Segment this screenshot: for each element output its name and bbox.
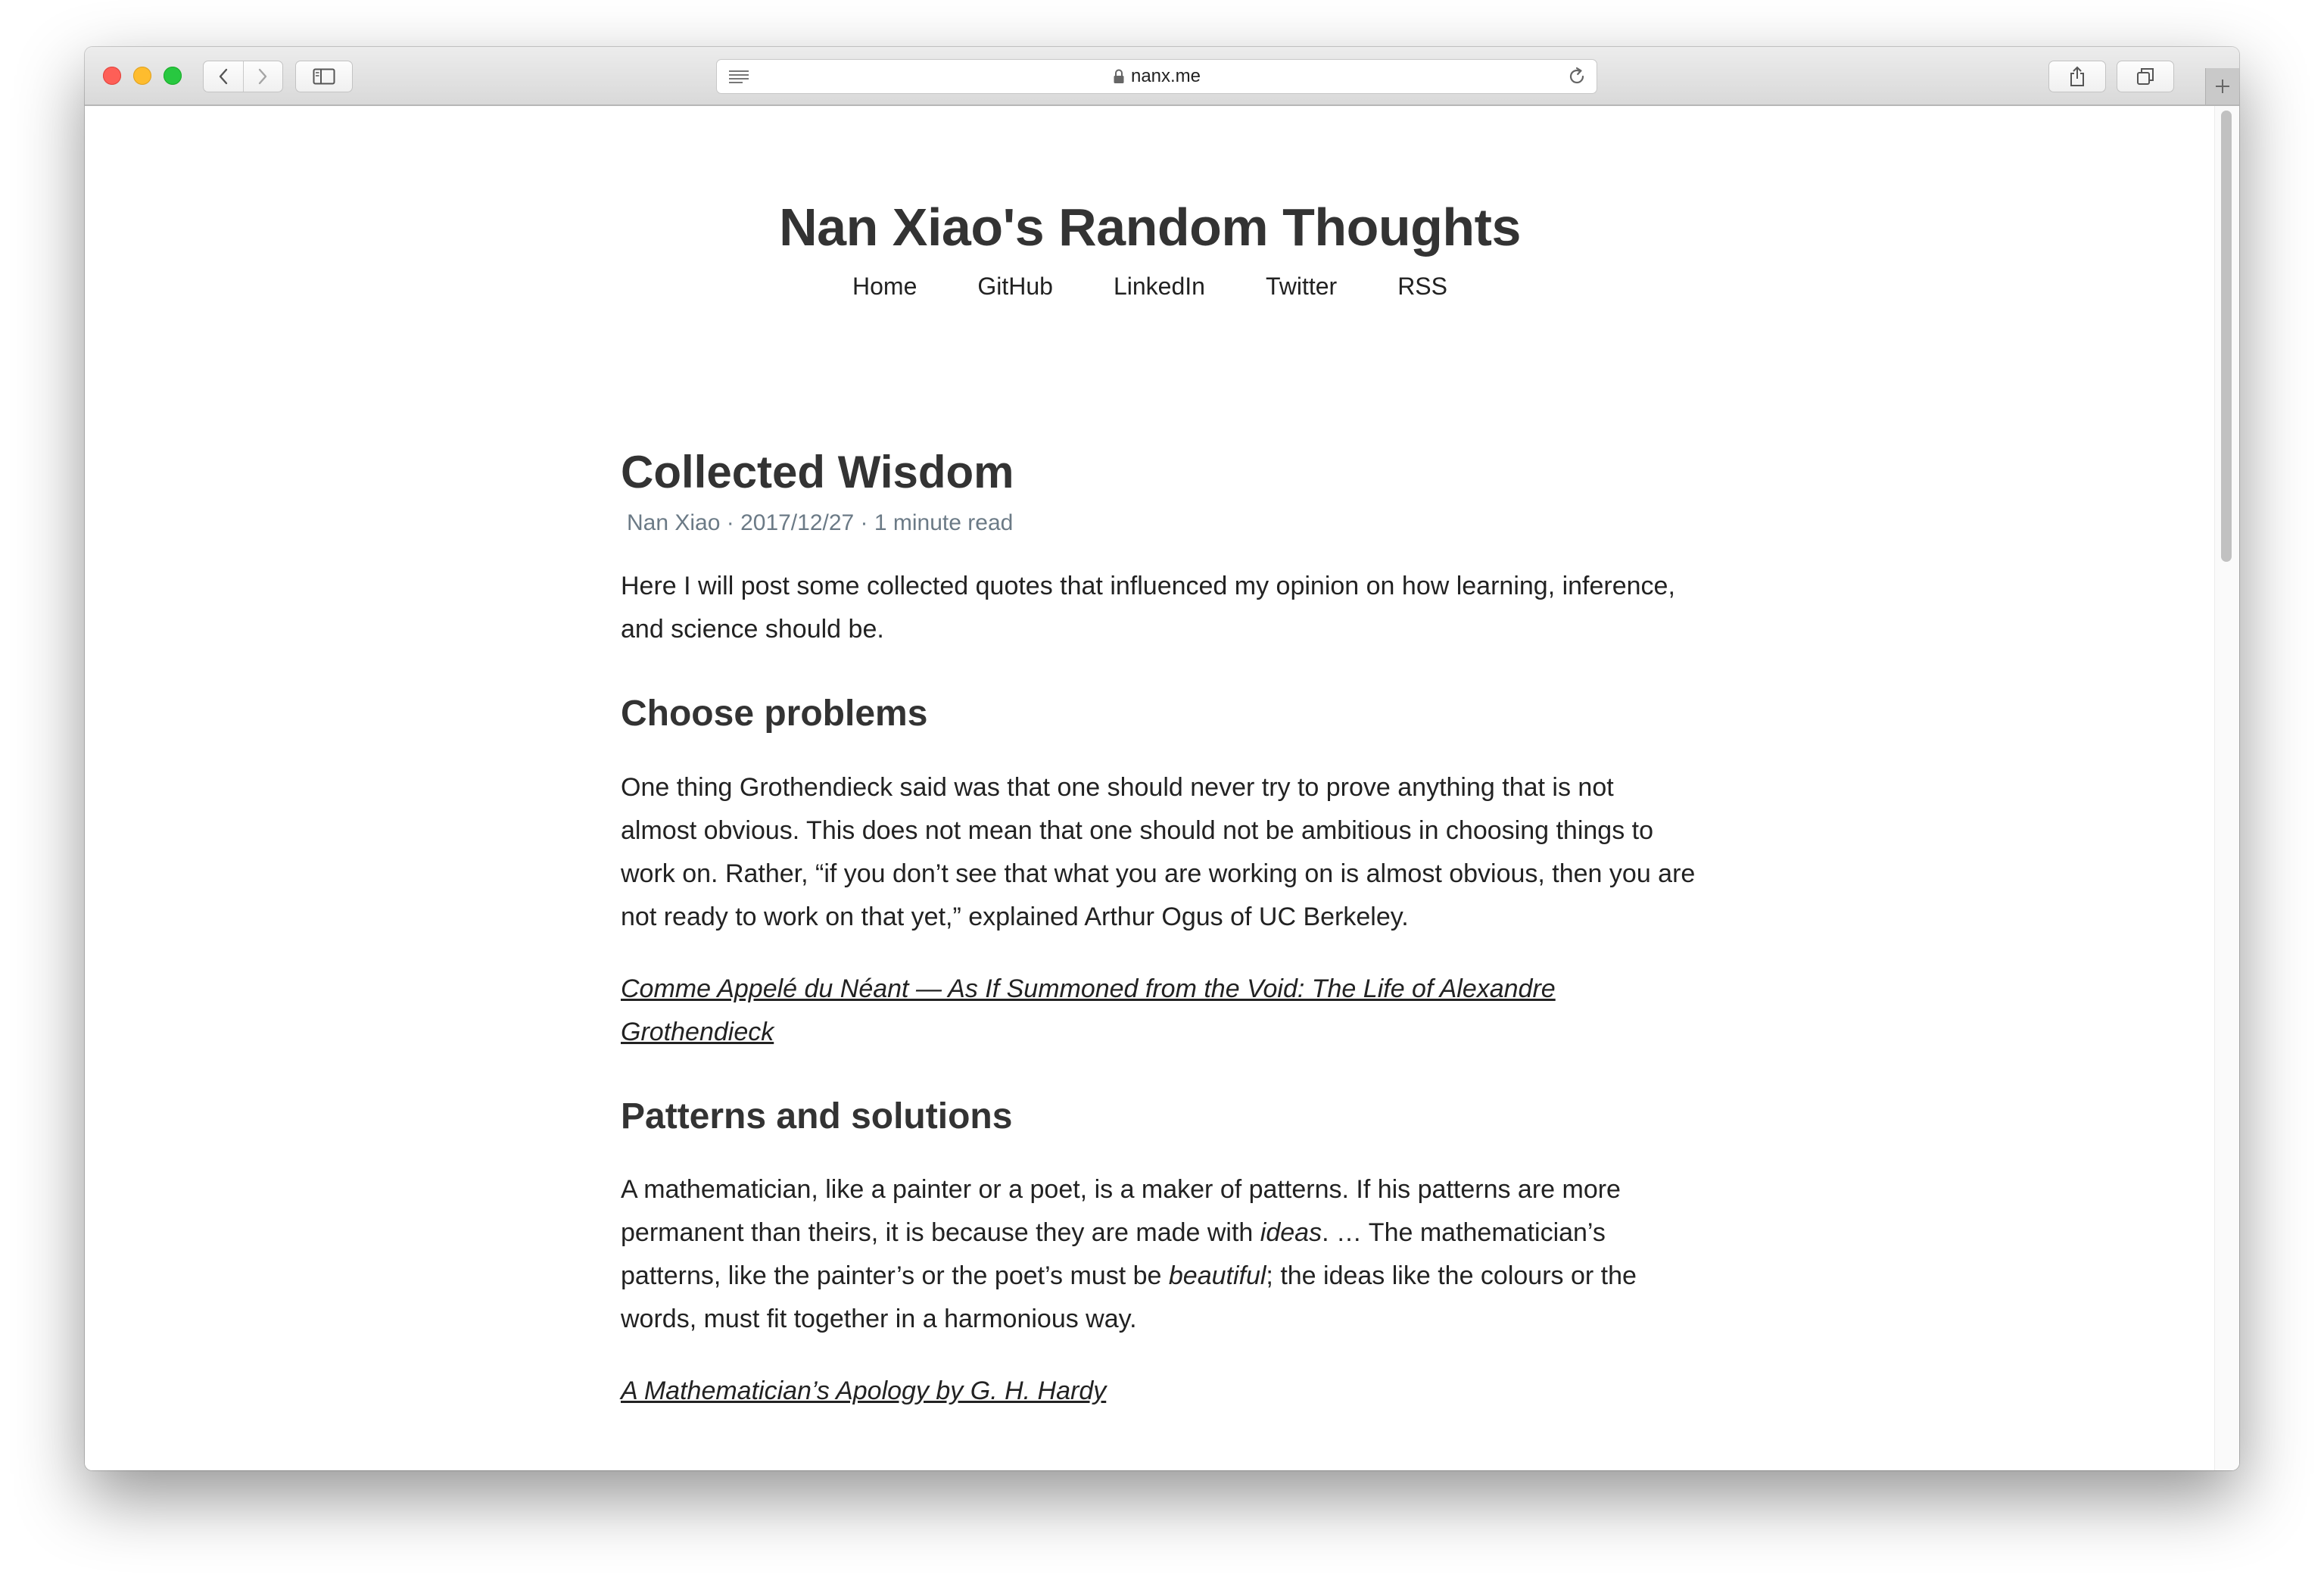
browser-window (85, 47, 2239, 1470)
minimize-window-button[interactable] (133, 67, 151, 85)
zoom-window-button[interactable] (164, 67, 182, 85)
site-title[interactable]: Nan Xiao's Random Thoughts (779, 198, 1521, 257)
quote-text: ; the ideas like the colours or the words, must fit together in a harmonious way. (621, 1261, 1637, 1334)
section-quote: One thing Grothendieck said was that one should never try to prove anything that is not almost obvious. This does not mean that one should not be ambitious in choosing things to work on. Rather, “if you don’t see that what you are working on is almost obvious, then you are not ready to work on that yet,” explained Arthur Ogus of UC Berkeley. (621, 772, 1696, 931)
post-article (621, 445, 1696, 1413)
sidebar-icon (313, 68, 335, 85)
source-link[interactable]: A Mathematician’s Apology by G. H. Hardy (621, 1376, 1107, 1406)
back-button[interactable] (204, 61, 243, 92)
address-bar[interactable] (716, 59, 1597, 94)
emphasis-text: ideas (1260, 1218, 1322, 1248)
close-window-button[interactable] (103, 67, 121, 85)
navigation-buttons (203, 61, 283, 92)
forward-button[interactable] (243, 61, 283, 92)
chevron-left-icon (217, 67, 229, 86)
quote-text: A mathematician, like a painter or a poet, is a maker of patterns. If his patterns are more permanent than theirs, it is because they are made with (621, 1175, 1621, 1248)
post-meta: Nan Xiao · 2017/12/27 · 1 minute read (627, 510, 1014, 535)
emphasis-text: beautiful (1168, 1261, 1266, 1291)
nav-link-linkedin[interactable]: LinkedIn (1113, 273, 1205, 300)
quote-text: . … The mathematician’s patterns, like the painter’s or the poet’s must be (621, 1218, 1606, 1291)
nav-link-rss[interactable]: RSS (1397, 273, 1447, 300)
reload-icon[interactable] (1566, 66, 1587, 87)
source-link[interactable]: Comme Appelé du Néant — As If Summoned from the Void: The Life of Alexandre Grothendieck (621, 974, 1556, 1046)
section-heading: Patterns and solutions (621, 1096, 1013, 1136)
site-nav (85, 273, 2215, 301)
plus-icon (2214, 78, 2231, 95)
new-tab-button[interactable] (2205, 68, 2239, 104)
post-intro: Here I will post some collected quotes that influenced my opinion on how learning, inference, and science should be. (621, 572, 1675, 644)
chevron-right-icon (257, 67, 269, 86)
section-quote (621, 1168, 1696, 1341)
post-title: Collected Wisdom (621, 447, 1014, 497)
section-heading: Choose problems (621, 694, 928, 734)
lock-icon (1113, 68, 1125, 85)
browser-toolbar (85, 47, 2239, 106)
site-header (85, 197, 2215, 301)
nav-link-twitter[interactable]: Twitter (1265, 273, 1338, 300)
tab-overview-button[interactable] (2117, 61, 2174, 92)
share-icon (2068, 65, 2086, 88)
page-viewport (85, 106, 2239, 1470)
share-button[interactable] (2048, 61, 2106, 92)
scrollbar-thumb[interactable] (2221, 111, 2232, 562)
vertical-scrollbar[interactable] (2214, 106, 2239, 1470)
url-text: nanx.me (1130, 66, 1201, 86)
nav-link-github[interactable]: GitHub (977, 273, 1053, 300)
nav-link-home[interactable]: Home (852, 273, 917, 300)
show-sidebar-button[interactable] (295, 61, 353, 92)
tab-overview-icon (2136, 67, 2155, 86)
